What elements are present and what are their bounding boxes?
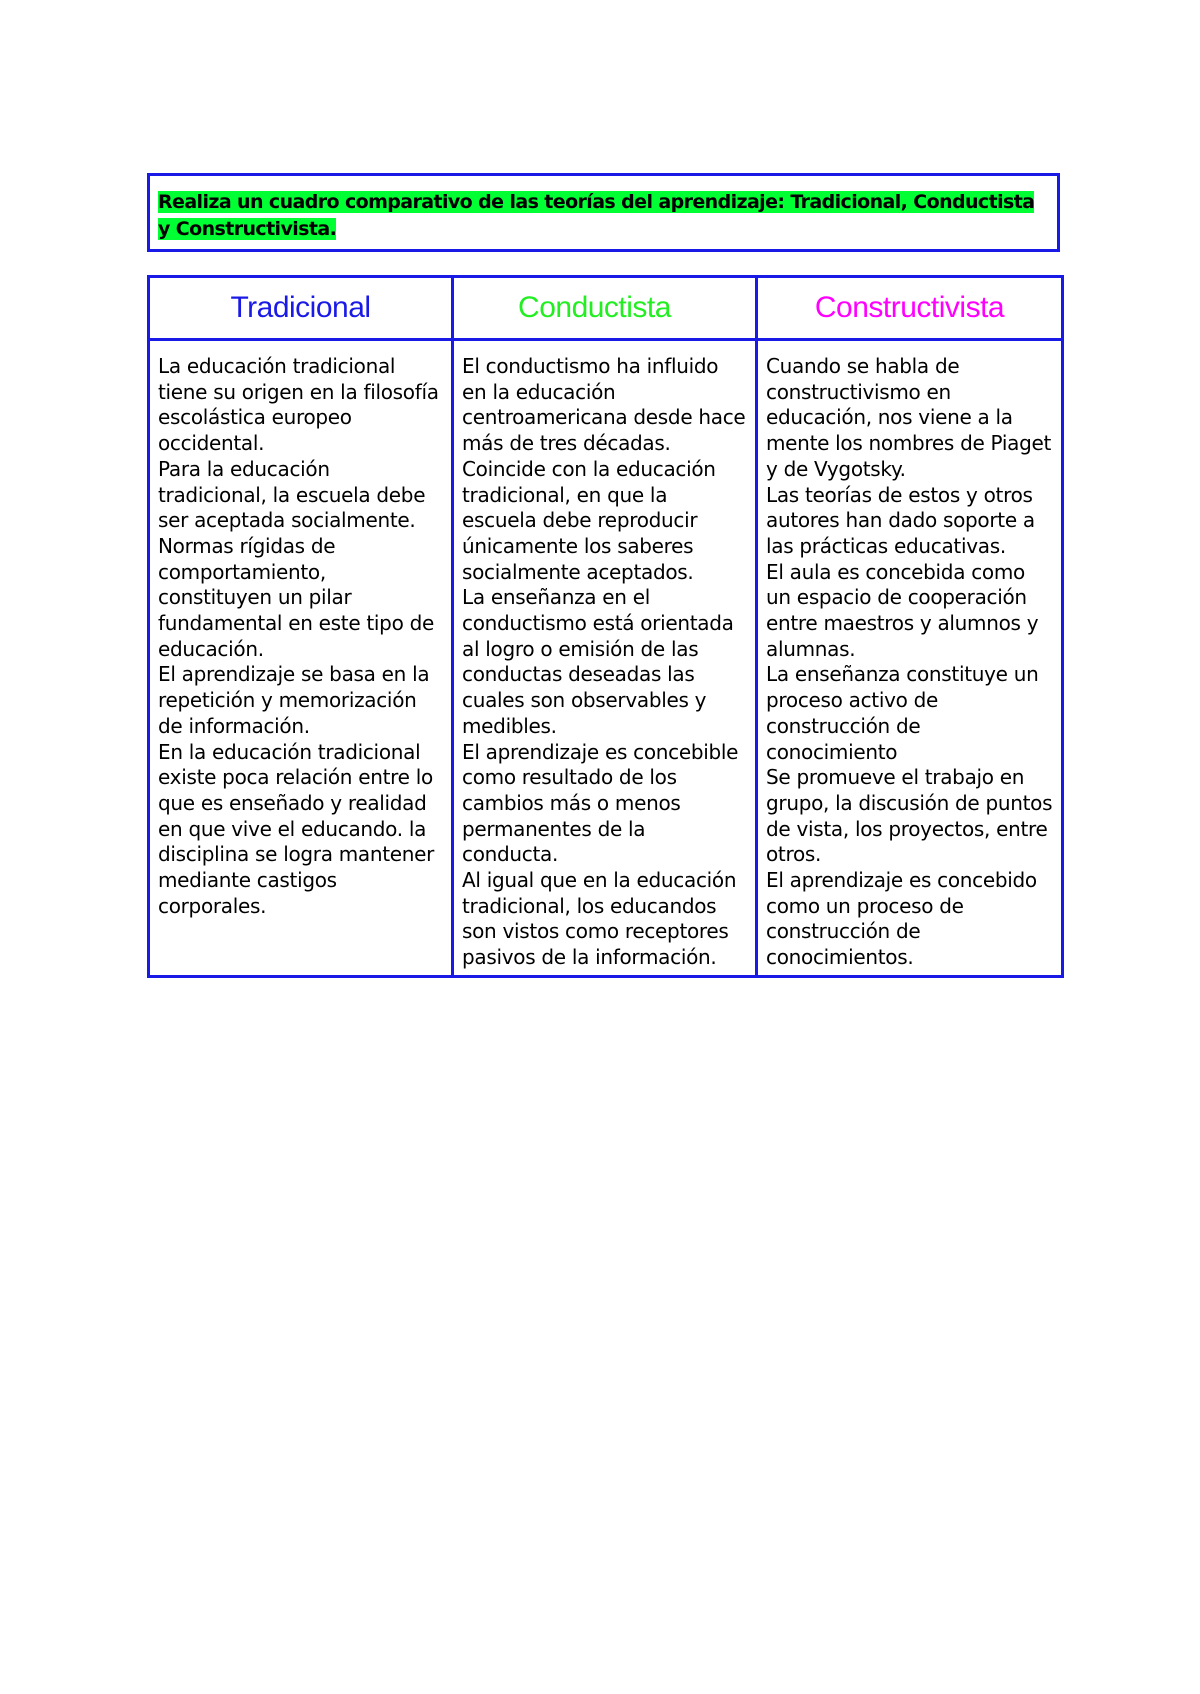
cell-constructivista: Cuando se habla de constructivismo en educación, nos viene a la mente los nombres de Piaget y de Vygotsky. Las teorías de estos y otros autores han dado soporte a las prácticas educativas. El aula es concebida como un espacio de cooperación entre maestros y alumnos y alumnas. La enseñanza constituye un proceso activo de construcción de conocimiento Se promueve el trabajo en grupo, la discusión de puntos de vista, los proyectos, entre otros. El aprendizaje es concebido como un proceso de construcción de conocimientos. xyxy=(757,340,1063,977)
cell-tradicional: La educación tradicional tiene su origen en la filosofía escolástica europeo occidental. Para la educación tradicional, la escuela debe ser aceptada socialmente. Normas rígidas de comportamiento, constituyen un pilar fundamental en este tipo de educación. El aprendizaje se basa en la repetición y memorización de información. En la educación tradicional existe poca relación entre lo que es enseñado y realidad en que vive el educando. la disciplina se logra mantener mediante castigos corporales. xyxy=(149,340,453,977)
instruction-box xyxy=(147,173,1060,252)
cell-conductista: El conductismo ha influido en la educación centroamericana desde hace más de tres décadas. Coincide con la educación tradicional, en que la escuela debe reproducir únicamente los saberes socialmente aceptados. La enseñanza en el conductismo está orientada al logro o emisión de las conductas deseadas las cuales son observables y medibles. El aprendizaje es concebible como resultado de los cambios más o menos permanentes de la conducta. Al igual que en la educación tradicional, los educandos son vistos como receptores pasivos de la información. xyxy=(453,340,757,977)
instruction-text xyxy=(158,189,1049,243)
comparison-table xyxy=(147,275,1064,978)
header-constructivista: Constructivista xyxy=(757,277,1063,340)
instruction-highlight: Realiza un cuadro comparativo de las teorías del aprendizaje: Tradicional, Conductista y Constructivista. xyxy=(158,191,1035,240)
content-row xyxy=(149,340,1063,977)
header-conductista: Conductista xyxy=(453,277,757,340)
header-tradicional: Tradicional xyxy=(149,277,453,340)
header-row xyxy=(149,277,1063,340)
